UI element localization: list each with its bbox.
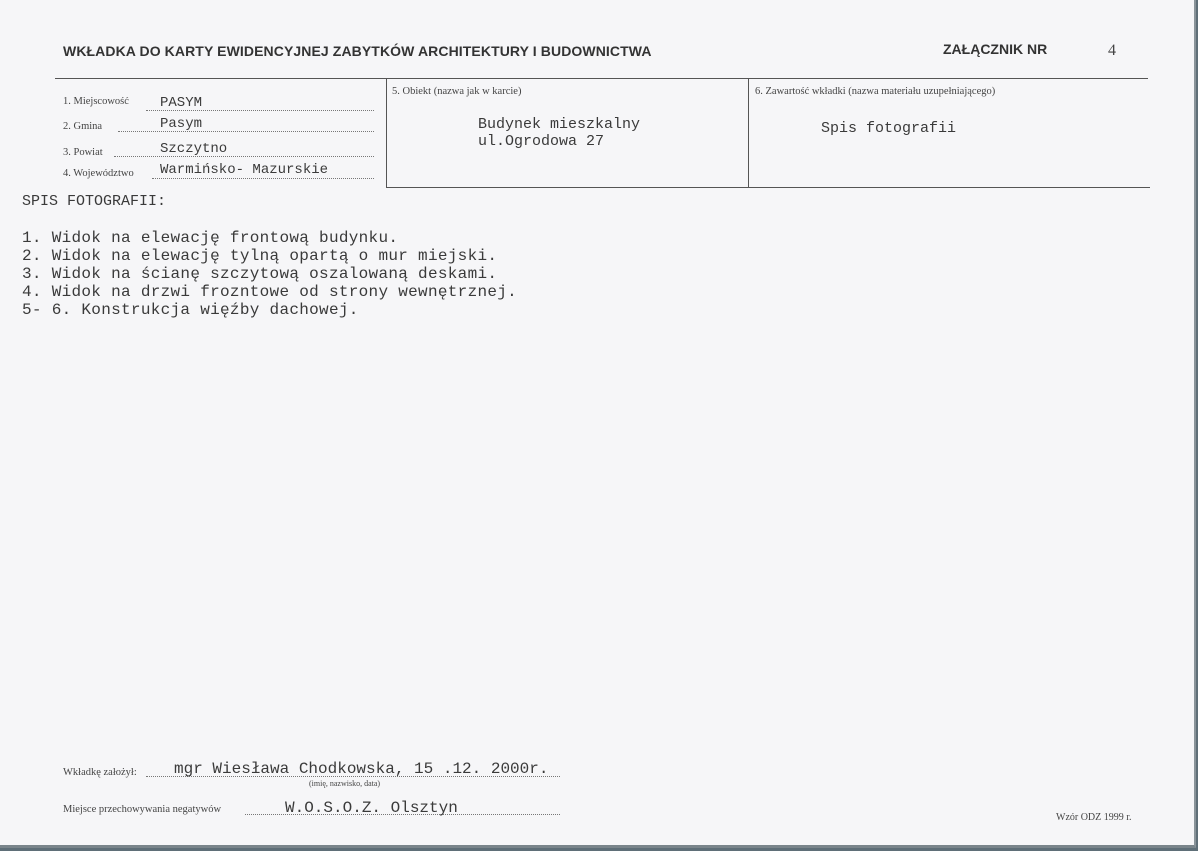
list-item: 1. Widok na elewację frontową budynku. bbox=[22, 229, 399, 247]
created-by-value: mgr Wiesława Chodkowska, 15 .12. 2000r. bbox=[174, 760, 549, 778]
table-bottom-rule bbox=[386, 187, 1150, 188]
object-label: 5. Obiekt (nazwa jak w karcie) bbox=[392, 86, 522, 97]
commune-value: Pasym bbox=[160, 116, 203, 132]
table-divider-2 bbox=[748, 78, 749, 187]
list-item: 5- 6. Konstrukcja więźby dachowej. bbox=[22, 301, 359, 319]
table-divider-1 bbox=[386, 78, 387, 187]
commune-line bbox=[118, 131, 374, 132]
created-by-label: Wkładkę założył: bbox=[63, 767, 137, 778]
county-label: 3. Powiat bbox=[63, 147, 103, 158]
contents-value: Spis fotografii bbox=[821, 120, 957, 137]
storage-value: W.O.S.O.Z. Olsztyn bbox=[285, 799, 458, 817]
voivodeship-label: 4. Województwo bbox=[63, 168, 134, 179]
form-title: WKŁADKA DO KARTY EWIDENCYJNEJ ZABYTKÓW ARCHITEKTURY I BUDOWNICTWA bbox=[63, 43, 652, 59]
table-top-rule bbox=[55, 78, 1148, 79]
list-item: 2. Widok na elewację tylną opartą o mur miejski. bbox=[22, 247, 498, 265]
voivodeship-value: Warmińsko- Mazurskie bbox=[160, 162, 329, 178]
object-name: Budynek mieszkalny bbox=[478, 116, 641, 133]
template-note: Wzór ODZ 1999 r. bbox=[1056, 812, 1132, 823]
county-value: Szczytno bbox=[160, 141, 228, 157]
annex-label: ZAŁĄCZNIK NR bbox=[943, 41, 1048, 57]
photo-list-heading: SPIS FOTOGRAFII: bbox=[22, 193, 167, 210]
locality-value: PASYM bbox=[160, 95, 203, 111]
county-line bbox=[114, 156, 374, 157]
contents-label: 6. Zawartość wkładki (nazwa materiału uzupełniającego) bbox=[755, 86, 996, 97]
photo-list bbox=[22, 229, 517, 319]
list-item: 3. Widok na ścianę szczytową oszalowaną deskami. bbox=[22, 265, 498, 283]
voivodeship-line bbox=[152, 178, 374, 179]
locality-label: 1. Miejscowość bbox=[63, 96, 129, 107]
storage-label: Miejsce przechowywania negatywów bbox=[63, 804, 222, 815]
object-address: ul.Ogrodowa 27 bbox=[478, 133, 605, 150]
created-by-hint: (imię, nazwisko, data) bbox=[309, 779, 381, 788]
annex-number: 4 bbox=[1108, 42, 1116, 59]
list-item: 4. Widok na drzwi frozntowe od strony wewnętrznej. bbox=[22, 283, 518, 301]
commune-label: 2. Gmina bbox=[63, 121, 103, 132]
